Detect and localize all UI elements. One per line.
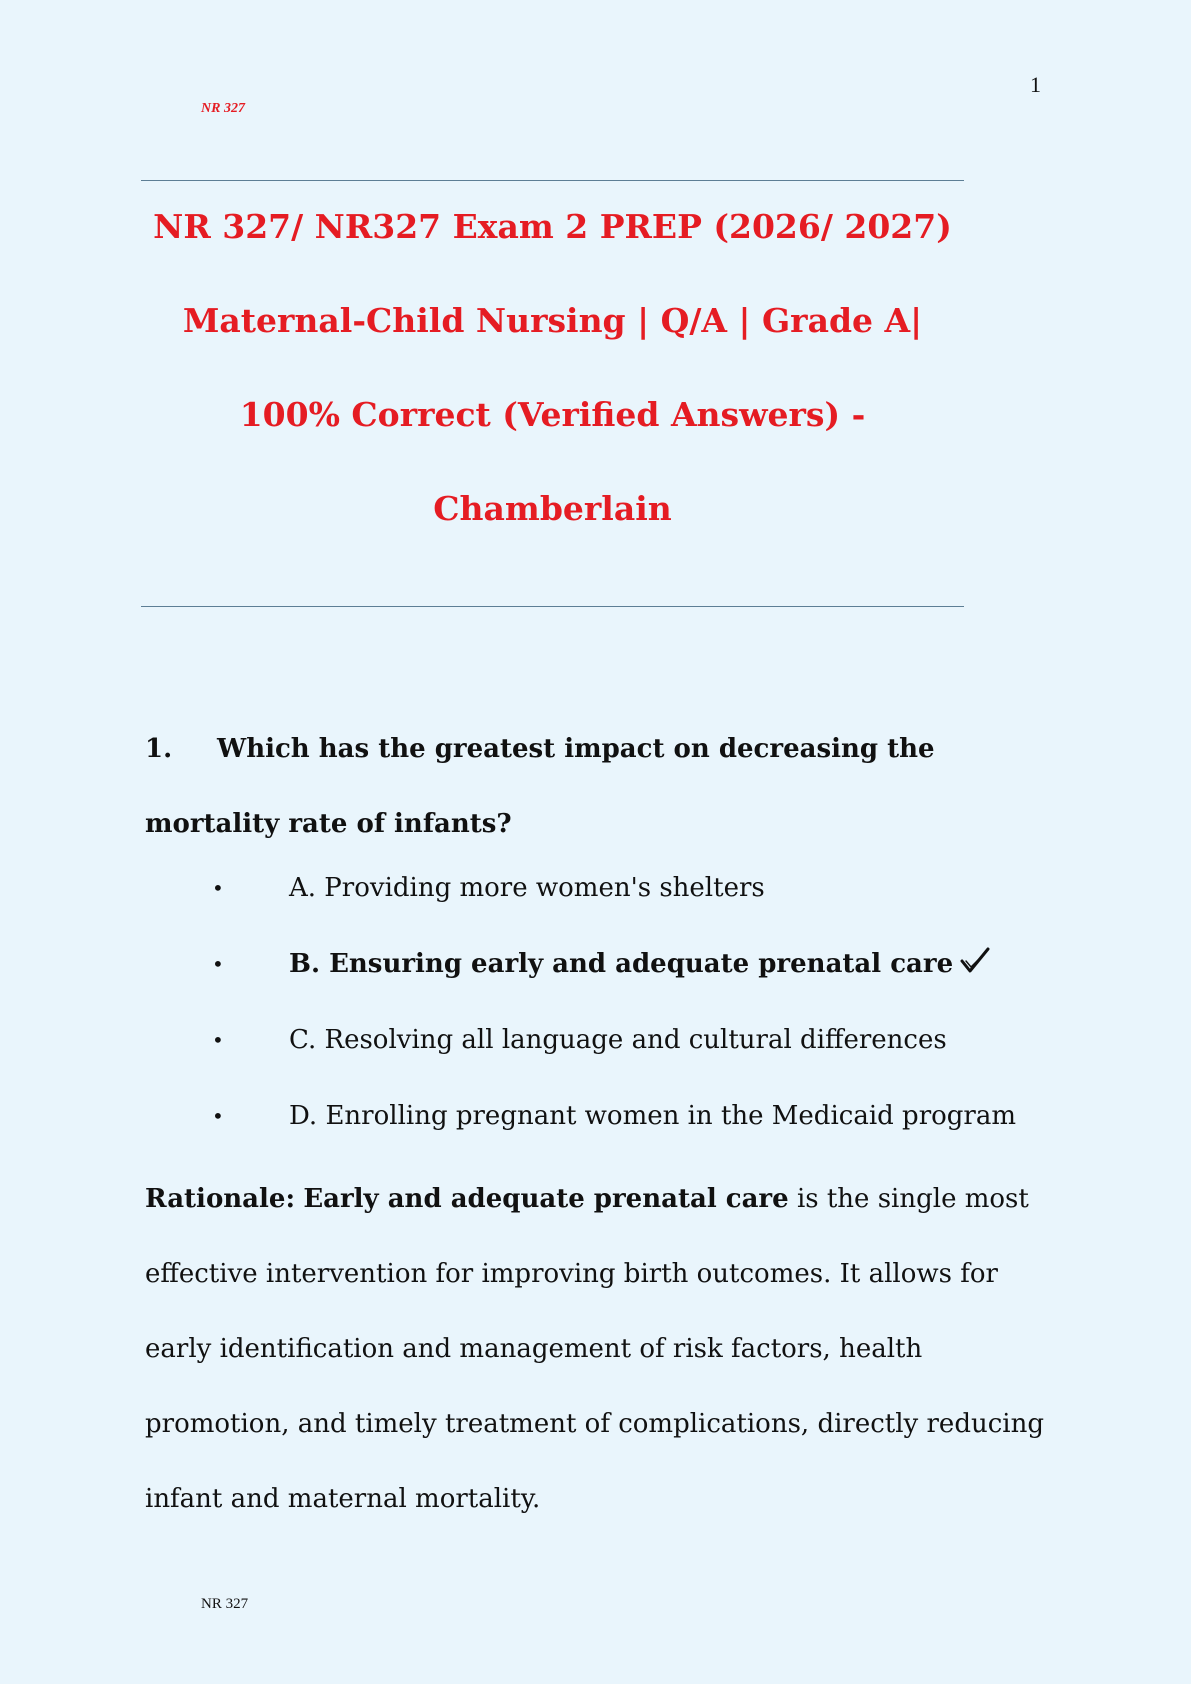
answer-option-text-wrap xyxy=(289,928,991,1000)
title-line-1: NR 327/ NR327 Exam 2 PREP (2026/ 2027) xyxy=(153,207,952,246)
answer-option-text: A. Providing more women's shelters xyxy=(289,873,765,903)
answer-option-text: C. Resolving all language and cultural differences xyxy=(289,1025,947,1055)
title-top-rule xyxy=(141,180,964,181)
question-1 xyxy=(145,712,1045,862)
rationale-paragraph xyxy=(145,1162,1045,1537)
bullet-icon: • xyxy=(212,1028,224,1052)
question-number: 1. xyxy=(145,734,173,764)
bullet-icon: • xyxy=(212,1104,224,1128)
rationale-highlight: Early and adequate prenatal care xyxy=(303,1184,789,1214)
bullet-icon: • xyxy=(212,876,224,900)
rationale-body: is the single most effective intervention for improving birth outcomes. It allows for early identification and management of risk factors, health promotion, and timely treatment of complications, directly reducing infant and maternal mortality. xyxy=(145,1184,1044,1514)
title-line-4: Chamberlain xyxy=(433,489,672,528)
answer-option-text: B. Ensuring early and adequate prenatal care xyxy=(289,949,954,979)
header-label: NR 327 xyxy=(201,101,245,116)
footer-label: NR 327 xyxy=(201,1596,249,1612)
title-line-2: Maternal-Child Nursing | Q/A | Grade A| xyxy=(182,301,923,340)
checkmark-icon xyxy=(959,946,991,976)
bullet-icon: • xyxy=(212,952,224,976)
title-line-3: 100% Correct (Verified Answers) - xyxy=(239,395,866,434)
question-text: Which has the greatest impact on decreasing the mortality rate of infants? xyxy=(145,734,935,839)
rationale-label: Rationale: xyxy=(145,1184,296,1214)
answer-option-text: D. Enrolling pregnant women in the Medicaid program xyxy=(289,1101,1016,1131)
title-bottom-rule xyxy=(141,606,964,607)
page-number: 1 xyxy=(1030,72,1041,97)
document-title xyxy=(141,196,964,572)
